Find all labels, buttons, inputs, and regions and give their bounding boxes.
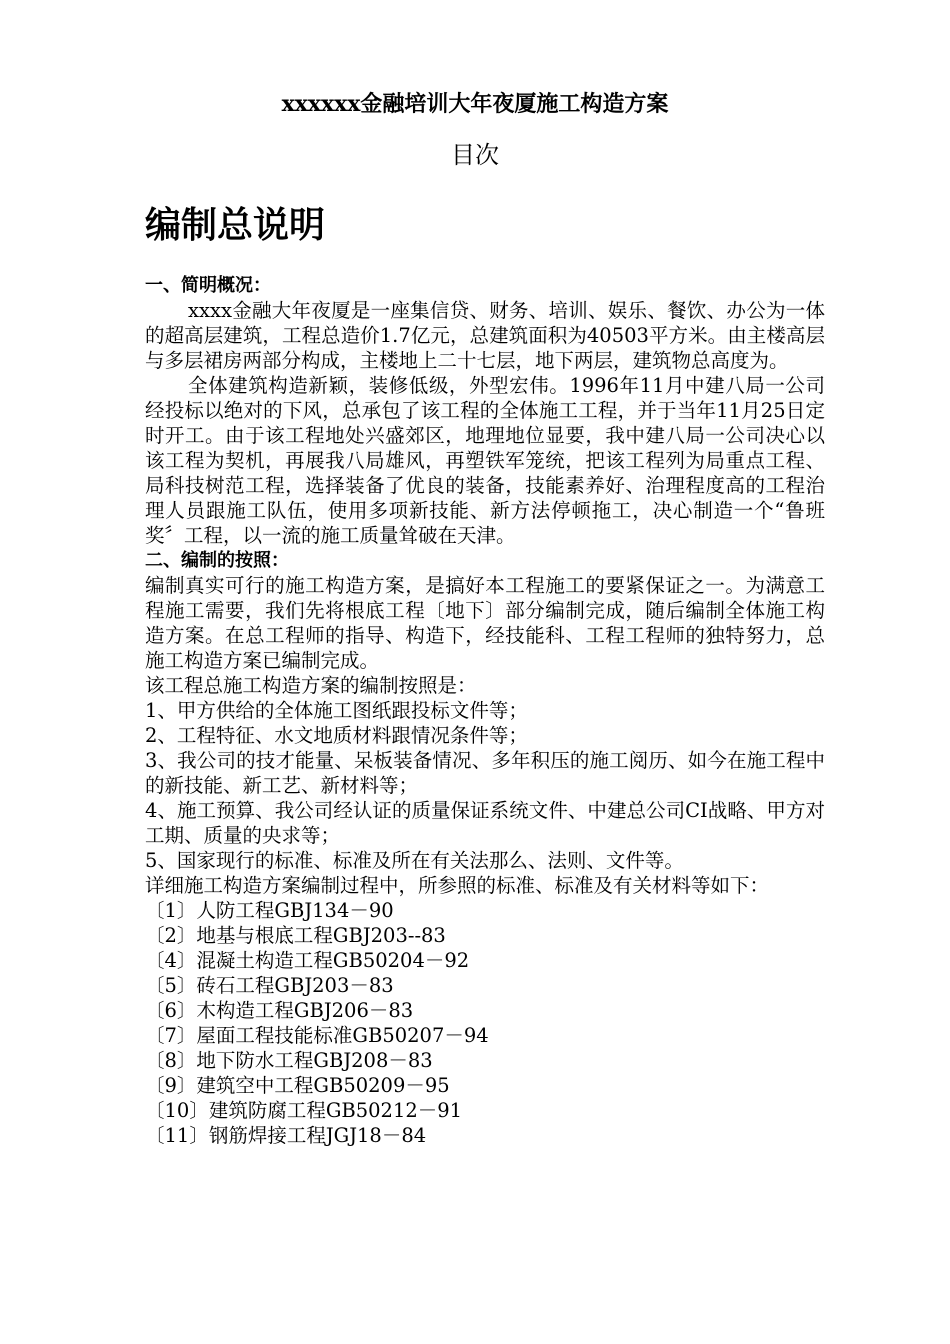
basis-list-item: 3、我公司的技才能量、呆板装备情况、多年积压的施工阅历、如今在施工程中的新技能、新工艺、新材料等；: [145, 749, 825, 797]
reference-item: 〔5〕砖石工程GBJ203－83: [145, 974, 394, 997]
document-body: [145, 273, 825, 1148]
reference-item: 〔4〕混凝土构造工程GB50204－92: [145, 949, 470, 972]
basis-list-item: 1、甲方供给的全体施工图纸跟投标文件等；: [145, 699, 528, 722]
section-heading-basis: 二、编制的按照：: [145, 550, 289, 571]
reference-item: 〔8〕地下防水工程GBJ208－83: [145, 1049, 433, 1072]
basis-paragraph-3: 详细施工构造方案编制过程中，所参照的标准、标准及有关材料等如下：: [145, 874, 770, 897]
overview-paragraph-2: 全体建筑构造新颖，装修低级，外型宏伟。1996年11月中建八局一公司经投标以绝对的下风，总承包了该工程的全体施工工程，并于当年11月25日定时开工。由于该工程地处兴盛郊区，地理地位显要，我中建八局一公司决心以该工程为契机，再展我八局雄风，再塑铁军笼统，把该工程列为局重点工程、局科技树范工程，选择装备了优良的装备，技能素养好、治理程度高的工程治理人员跟施工队伍，使用多项新技能、新方法停顿拖工，决心制造一个“鲁班奖〞工程，以一流的施工质量耸破在天津。: [145, 374, 825, 547]
toc-heading: 目次: [451, 141, 499, 169]
reference-item: 〔10〕建筑防腐工程GB50212－91: [145, 1099, 463, 1122]
reference-item: 〔11〕钢筋焊接工程JGJ18－84: [145, 1124, 427, 1147]
basis-list-item: 4、施工预算、我公司经认证的质量保证系统文件、中建总公司CI战略、甲方对工期、质量的央求等；: [145, 799, 825, 847]
reference-item: 〔7〕屋面工程技能标准GB50207－94: [145, 1024, 489, 1047]
overview-paragraph-1: xxxx金融大年夜厦是一座集信贷、财务、培训、娱乐、餐饮、办公为一体的超高层建筑，工程总造价1.7亿元，总建筑面积为40503平方米。由主楼高层与多层裙房两部分构成，主楼地上二十七层，地下两层，建筑物总高度为。: [145, 299, 825, 372]
chapter-heading: 编制总说明: [145, 205, 326, 246]
reference-item: 〔1〕人防工程GBJ134－90: [145, 899, 394, 922]
basis-paragraph-1: 编制真实可行的施工构造方案，是搞好本工程施工的要紧保证之一。为满意工程施工需要，我们先将根底工程〔地下〕部分编制完成，随后编制全体施工构造方案。在总工程师的指导、构造下，经技能科、工程工程师的独特努力，总施工构造方案已编制完成。: [145, 574, 825, 672]
basis-list-item: 2、工程特征、水文地质材料跟情况条件等；: [145, 724, 528, 747]
basis-paragraph-2: 该工程总施工构造方案的编制按照是：: [145, 674, 477, 697]
reference-item: 〔2〕地基与根底工程GBJ203--83: [145, 924, 446, 947]
basis-list-item: 5、国家现行的标准、标准及所在有关法那么、法则、文件等。: [145, 849, 684, 872]
section-heading-overview: 一、简明概况：: [145, 275, 271, 296]
reference-item: 〔6〕木构造工程GBJ206－83: [145, 999, 414, 1022]
document-title: xxxxxx金融培训大年夜厦施工构造方案: [281, 91, 669, 117]
reference-item: 〔9〕建筑空中工程GB50209－95: [145, 1074, 450, 1097]
